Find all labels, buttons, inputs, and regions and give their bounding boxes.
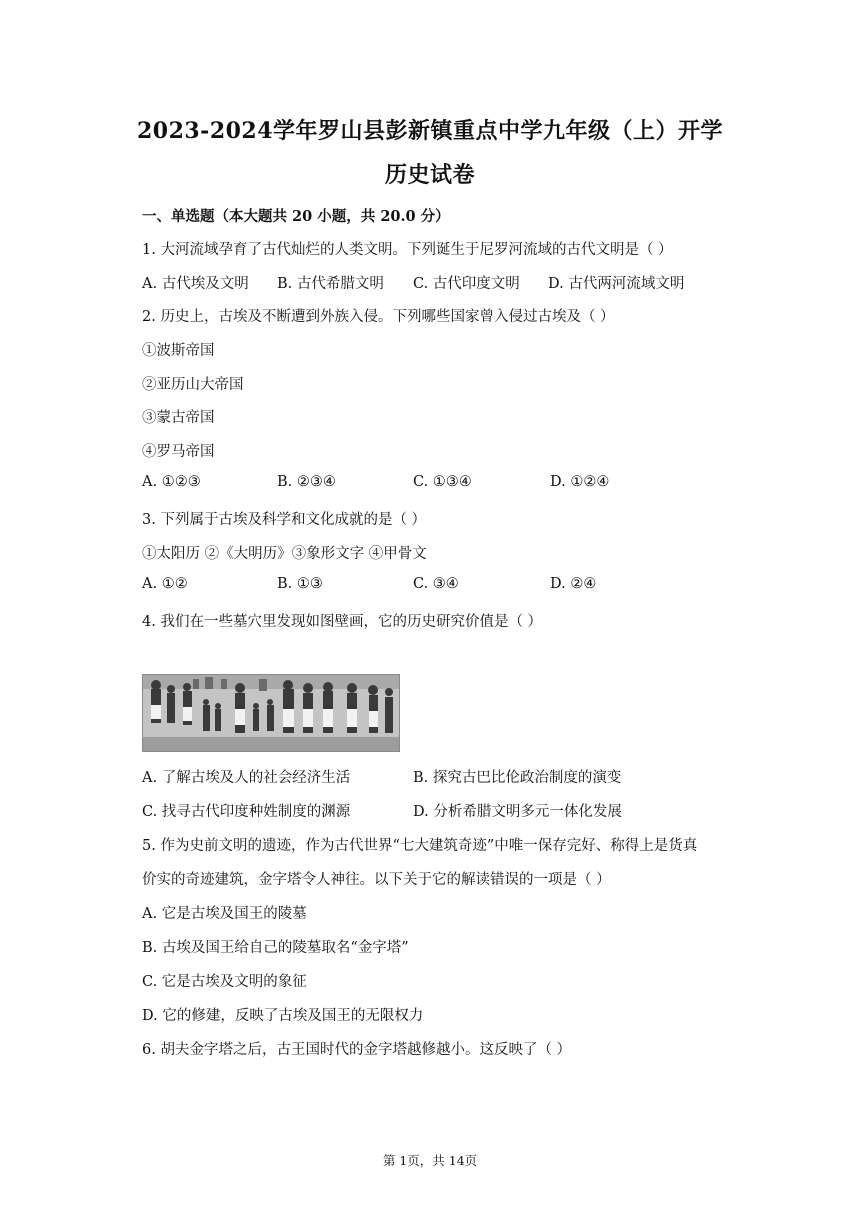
question-1-option-c: C. 古代印度文明 [413, 276, 520, 292]
question-4-stem: 4. 我们在一些墓穴里发现如图壁画，它的历史研究价值是（ ） [142, 614, 543, 630]
egyptian-mural-illustration [143, 675, 399, 751]
question-3-option-b: B. ①③ [277, 576, 323, 592]
exam-title-line1: 2023-2024学年罗山县彭新镇重点中学九年级（上）开学 [136, 118, 724, 144]
question-1-option-b: B. 古代希腊文明 [277, 276, 384, 292]
question-4-option-c: C. 找寻古代印度种姓制度的渊源 [142, 804, 351, 820]
question-4-option-b: B. 探究古巴比伦政治制度的演变 [413, 770, 622, 786]
question-2-item-1: ①波斯帝国 [142, 343, 215, 359]
question-1-option-a: A. 古代埃及文明 [142, 276, 249, 292]
exam-title-line2: 历史试卷 [384, 162, 475, 188]
page-footer: 第 1页，共 14页 [382, 1153, 478, 1168]
question-2-option-a: A. ①②③ [142, 474, 201, 490]
question-5-option-a: A. 它是古埃及国王的陵墓 [142, 906, 307, 922]
question-2-stem: 2. 历史上，古埃及不断遭到外族入侵。下列哪些国家曾入侵过古埃及（ ） [142, 309, 615, 325]
question-3-stem: 3. 下列属于古埃及科学和文化成就的是（ ） [142, 512, 427, 528]
question-2-item-3: ③蒙古帝国 [142, 410, 215, 426]
question-1-stem: 1. 大河流域孕育了古代灿烂的人类文明。下列诞生于尼罗河流域的古代文明是（ ） [142, 242, 673, 258]
question-3-option-d: D. ②④ [550, 576, 597, 592]
question-2-option-c: C. ①③④ [413, 474, 472, 490]
question-3-option-c: C. ③④ [413, 576, 459, 592]
question-2-option-d: D. ①②④ [550, 474, 610, 490]
question-4-option-a: A. 了解古埃及人的社会经济生活 [142, 770, 351, 786]
section-heading: 一、单选题（本大题共 20 小题，共 20.0 分） [142, 208, 450, 225]
question-3-items: ①太阳历 ②《大明历》③象形文字 ④甲骨文 [142, 546, 427, 562]
question-5-option-b: B. 古埃及国王给自己的陵墓取名“金字塔” [142, 940, 409, 956]
question-4-option-d: D. 分析希腊文明多元一体化发展 [413, 804, 622, 820]
question-2-option-b: B. ②③④ [277, 474, 336, 490]
question-2-item-4: ④罗马帝国 [142, 444, 215, 460]
question-5-option-c: C. 它是古埃及文明的象征 [142, 974, 307, 990]
question-5-option-d: D. 它的修建，反映了古埃及国王的无限权力 [142, 1008, 424, 1024]
question-5-stem-line1: 5. 作为史前文明的遗迹，作为古代世界“七大建筑奇迹”中唯一保存完好、称得上是货真 [142, 838, 698, 854]
question-3-option-a: A. ①② [142, 576, 188, 592]
question-2-item-2: ②亚历山大帝国 [142, 377, 244, 393]
question-1-option-d: D. 古代两河流域文明 [548, 276, 685, 292]
question-6-stem: 6. 胡夫金字塔之后，古王国时代的金字塔越修越小。这反映了（ ） [142, 1042, 572, 1058]
mural-image [142, 674, 400, 752]
question-5-stem-line2: 价实的奇迹建筑，金字塔令人神往。以下关于它的解读错误的一项是（ ） [142, 872, 611, 888]
